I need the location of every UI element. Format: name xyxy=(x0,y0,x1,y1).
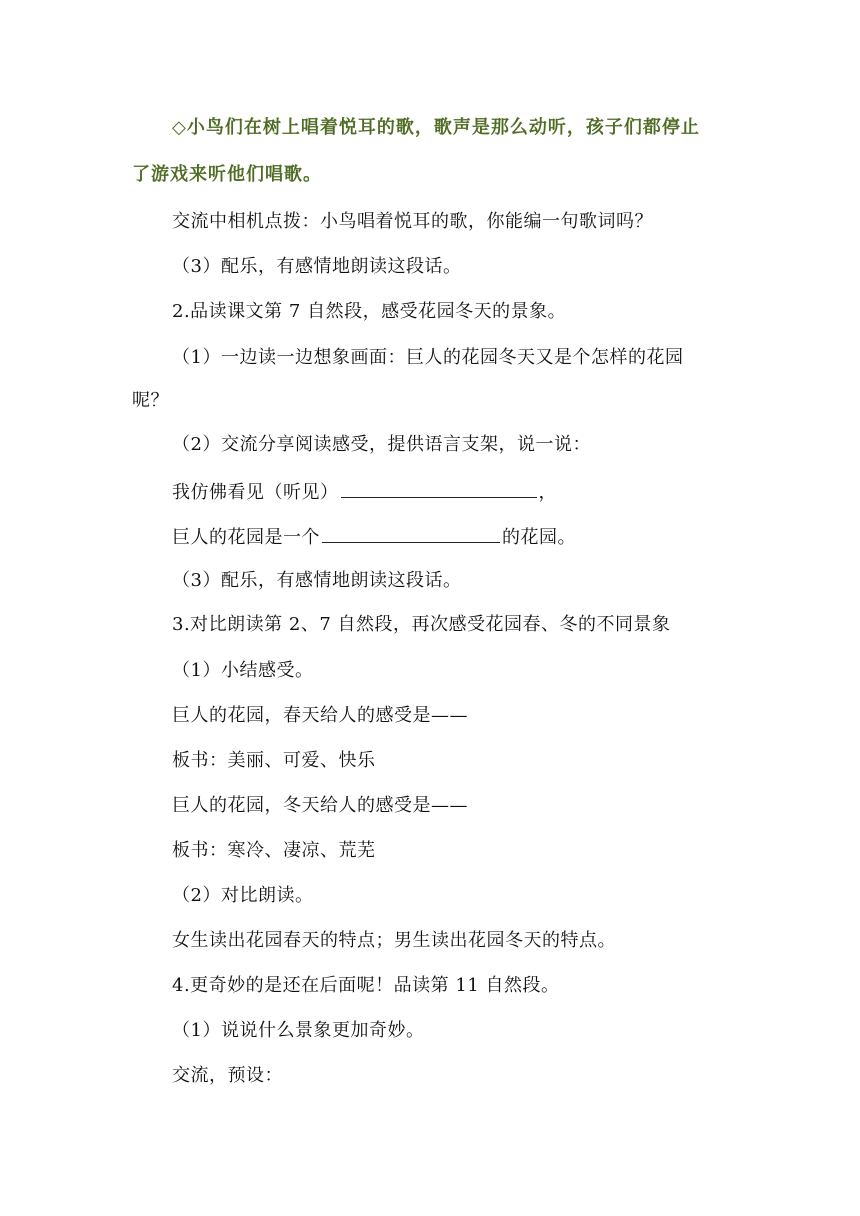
highlight-line-2: 了游戏来听他们唱歌。 xyxy=(132,164,322,185)
blank-line xyxy=(322,524,500,543)
fill-prefix: 巨人的花园是一个 xyxy=(172,527,320,548)
fill-blank-sentence-1 xyxy=(172,479,557,505)
paragraph: 4.更奇妙的是还在后面呢！品读第 11 自然段。 xyxy=(172,975,560,996)
highlight-line-1: ◇小鸟们在树上唱着悦耳的歌，歌声是那么动听，孩子们都停止 xyxy=(172,117,700,138)
paragraph: 板书：美丽、可爱、快乐 xyxy=(172,750,376,771)
paragraph: （3）配乐，有感情地朗读这段话。 xyxy=(172,570,462,591)
fill-suffix: 的花园。 xyxy=(502,527,576,548)
paragraph: 呢？ xyxy=(132,390,169,411)
paragraph: （1）一边读一边想象画面：巨人的花园冬天又是个怎样的花园 xyxy=(172,347,684,368)
paragraph: 女生读出花园春天的特点；男生读出花园冬天的特点。 xyxy=(172,930,616,951)
blank-line xyxy=(341,479,537,498)
paragraph: （1）小结感受。 xyxy=(172,660,314,681)
paragraph: 板书：寒冷、凄凉、荒芜 xyxy=(172,840,376,861)
paragraph: 巨人的花园，春天给人的感受是—— xyxy=(172,705,468,726)
fill-blank-sentence-2 xyxy=(172,524,576,550)
paragraph: 交流中相机点拨：小鸟唱着悦耳的歌，你能编一句歌词吗？ xyxy=(172,211,653,232)
paragraph: 2.品读课文第 7 自然段，感受花园冬天的景象。 xyxy=(172,301,567,322)
paragraph: （1）说说什么景象更加奇妙。 xyxy=(172,1020,425,1041)
paragraph: （3）配乐，有感情地朗读这段话。 xyxy=(172,256,462,277)
paragraph: （2）对比朗读。 xyxy=(172,885,314,906)
paragraph: （2）交流分享阅读感受，提供语言支架，说一说： xyxy=(172,434,591,455)
fill-prefix: 我仿佛看见（听见） xyxy=(172,482,339,503)
paragraph: 巨人的花园，冬天给人的感受是—— xyxy=(172,795,468,816)
fill-suffix: ， xyxy=(538,482,557,503)
paragraph: 交流，预设： xyxy=(172,1065,283,1086)
paragraph: 3.对比朗读第 2、7 自然段，再次感受花园春、冬的不同景象 xyxy=(172,614,671,635)
